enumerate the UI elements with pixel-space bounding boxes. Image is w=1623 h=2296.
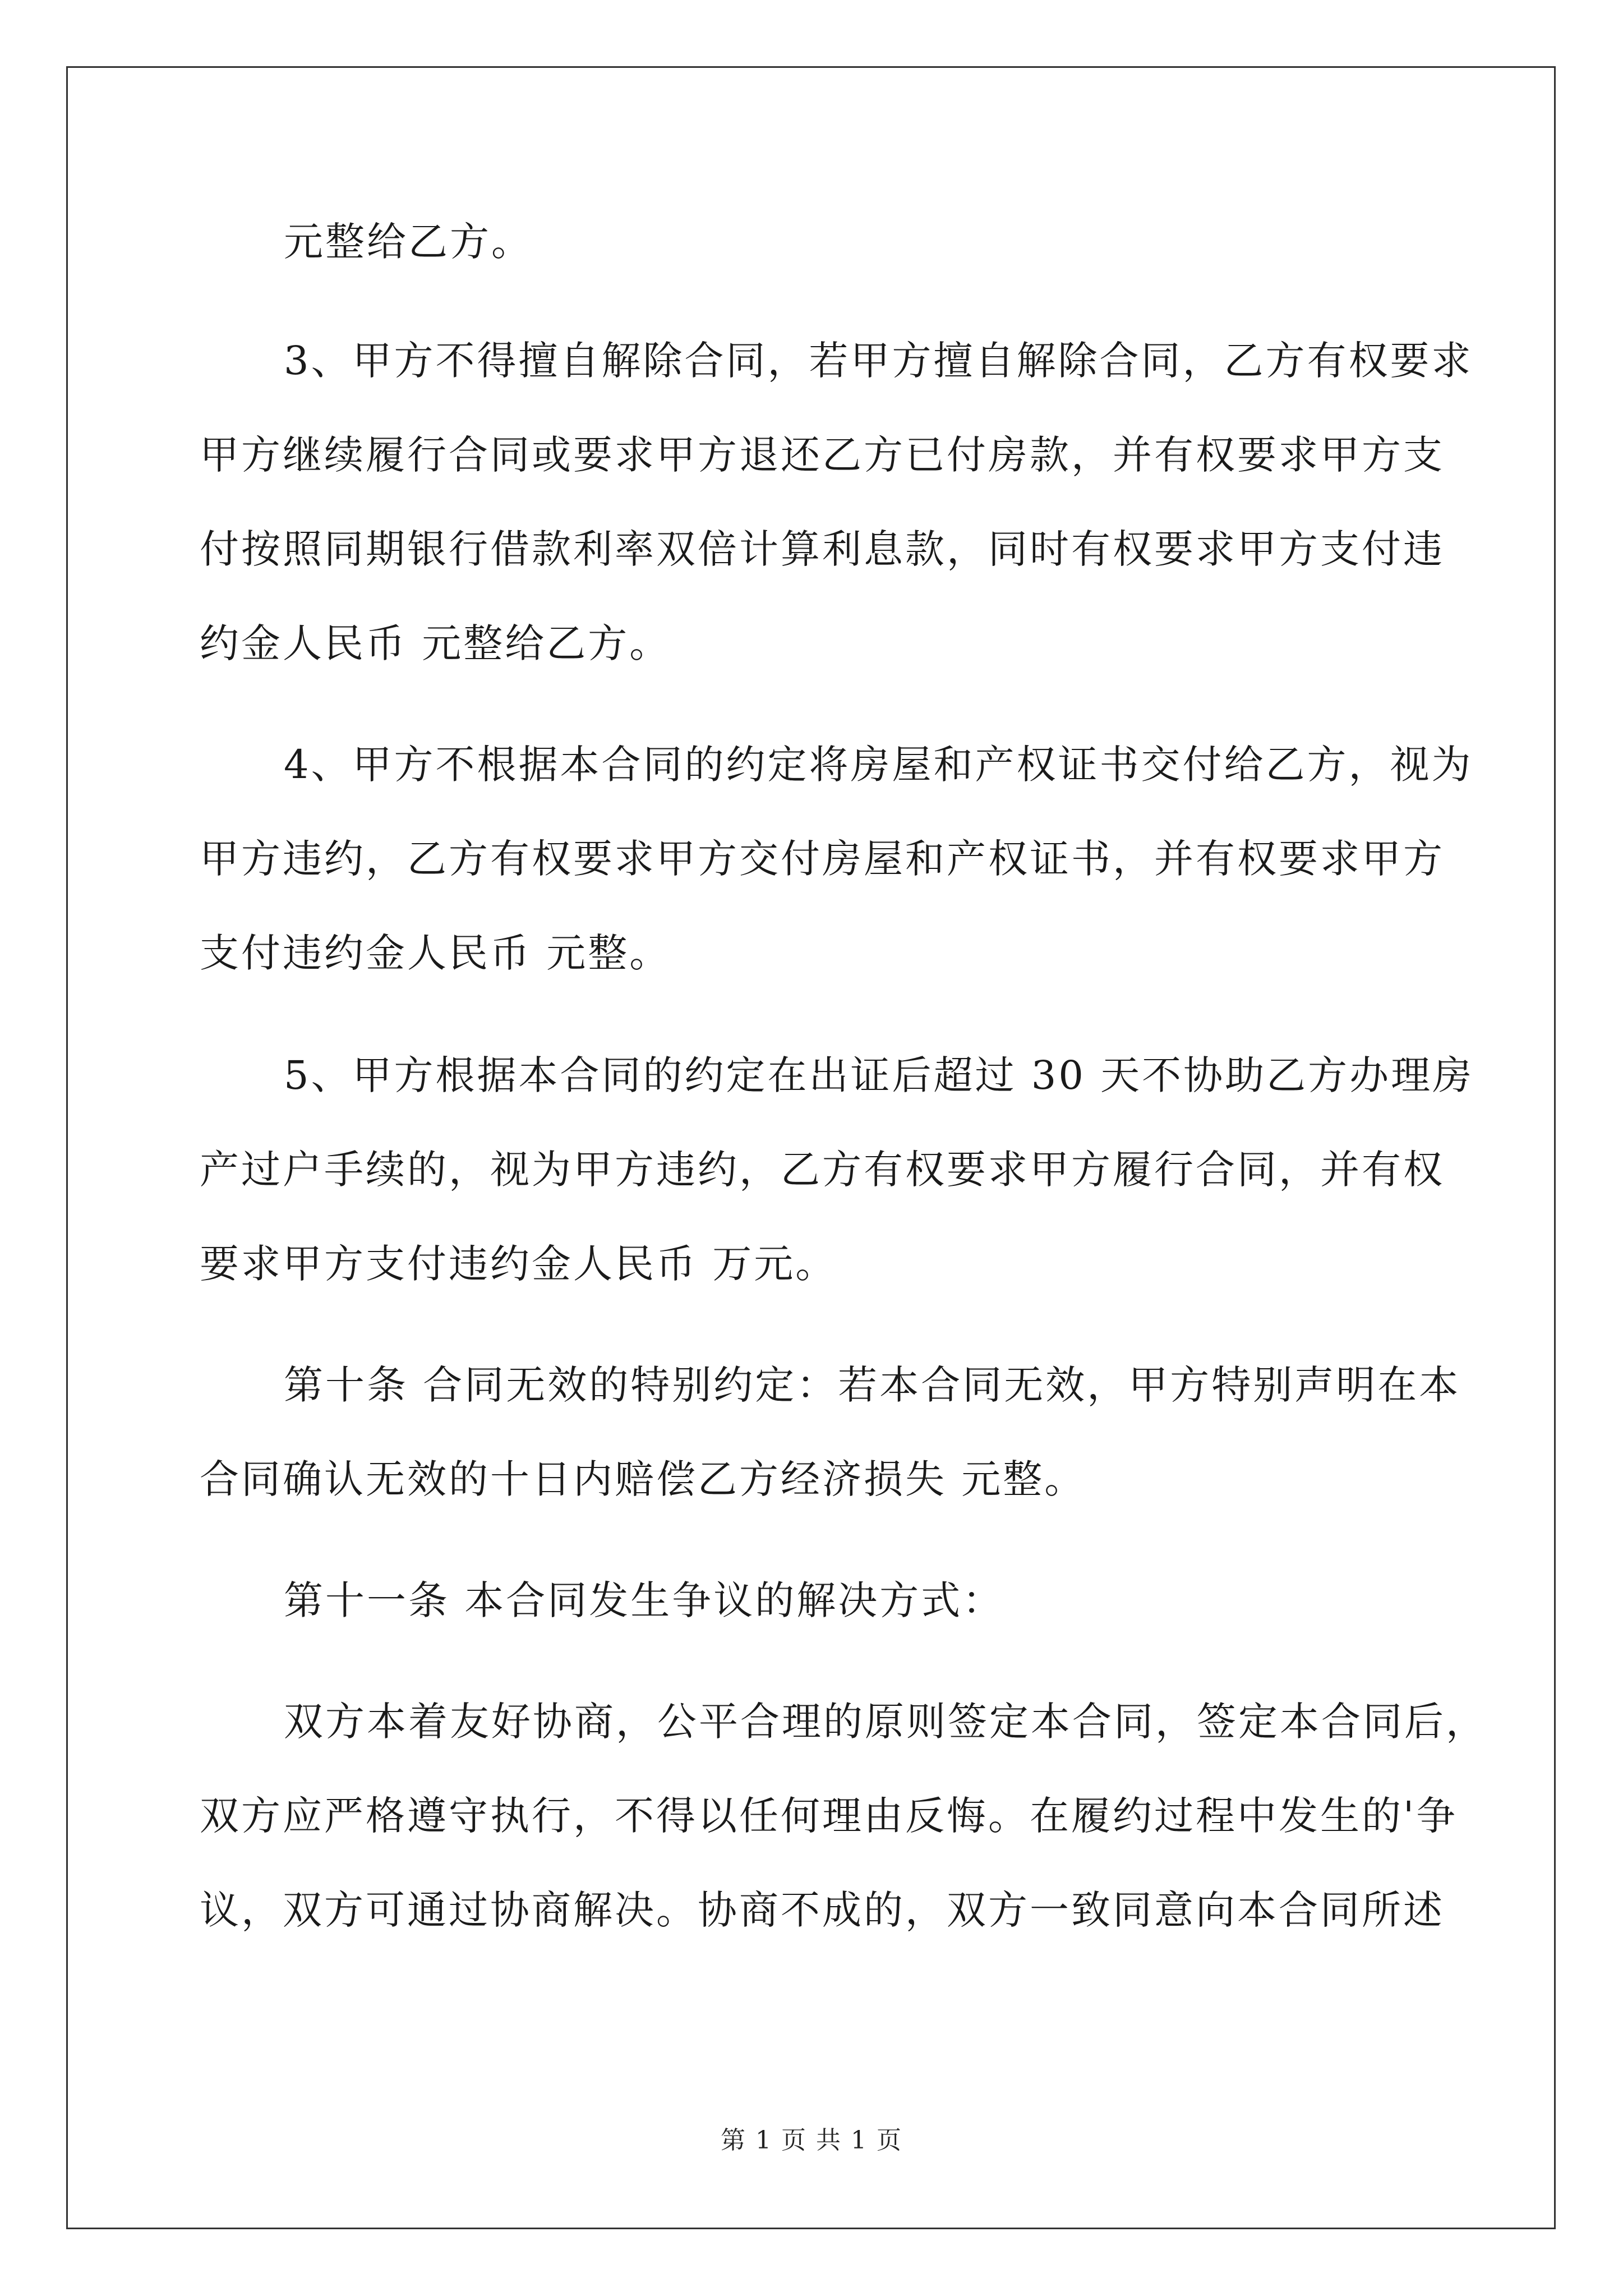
text-line: 甲方违约，乙方有权要求甲方交付房屋和产权证书，并有权要求甲方 <box>200 836 1445 882</box>
text-line: 双方应严格遵守执行，不得以任何理由反悔。在履约过程中发生的'争 <box>200 1793 1458 1839</box>
text-line: 甲方继续履行合同或要求甲方退还乙方已付房款，并有权要求甲方支 <box>200 432 1445 478</box>
page-number-footer: 第 1 页 共 1 页 <box>721 2126 902 2155</box>
text-line: 第十一条 本合同发生争议的解决方式： <box>284 1577 1004 1623</box>
text-line: 约金人民币 元整给乙方。 <box>200 620 671 666</box>
text-line: 第十条 合同无效的特别约定：若本合同无效，甲方特别声明在本 <box>284 1362 1461 1408</box>
text-line: 合同确认无效的十日内赔偿乙方经济损失 元整。 <box>200 1456 1086 1502</box>
text-line: 支付违约金人民币 元整。 <box>200 930 671 976</box>
text-line: 4、甲方不根据本合同的约定将房屋和产权证书交付给乙方，视为 <box>284 742 1473 788</box>
text-line: 双方本着友好协商，公平合理的原则签定本合同，签定本合同后， <box>284 1699 1487 1745</box>
text-line: 议，双方可通过协商解决。协商不成的，双方一致同意向本合同所述 <box>200 1887 1445 1933</box>
text-line: 付按照同期银行借款利率双倍计算利息款，同时有权要求甲方支付违 <box>200 526 1445 572</box>
text-line: 要求甲方支付违约金人民币 万元。 <box>200 1241 837 1287</box>
text-line: 元整给乙方。 <box>284 219 533 265</box>
text-line: 3、甲方不得擅自解除合同，若甲方擅自解除合同，乙方有权要求 <box>284 338 1473 384</box>
text-line: 产过户手续的，视为甲方违约，乙方有权要求甲方履行合同，并有权 <box>200 1147 1445 1193</box>
text-line: 5、甲方根据本合同的约定在出证后超过 30 天不协助乙方办理房 <box>284 1052 1474 1098</box>
